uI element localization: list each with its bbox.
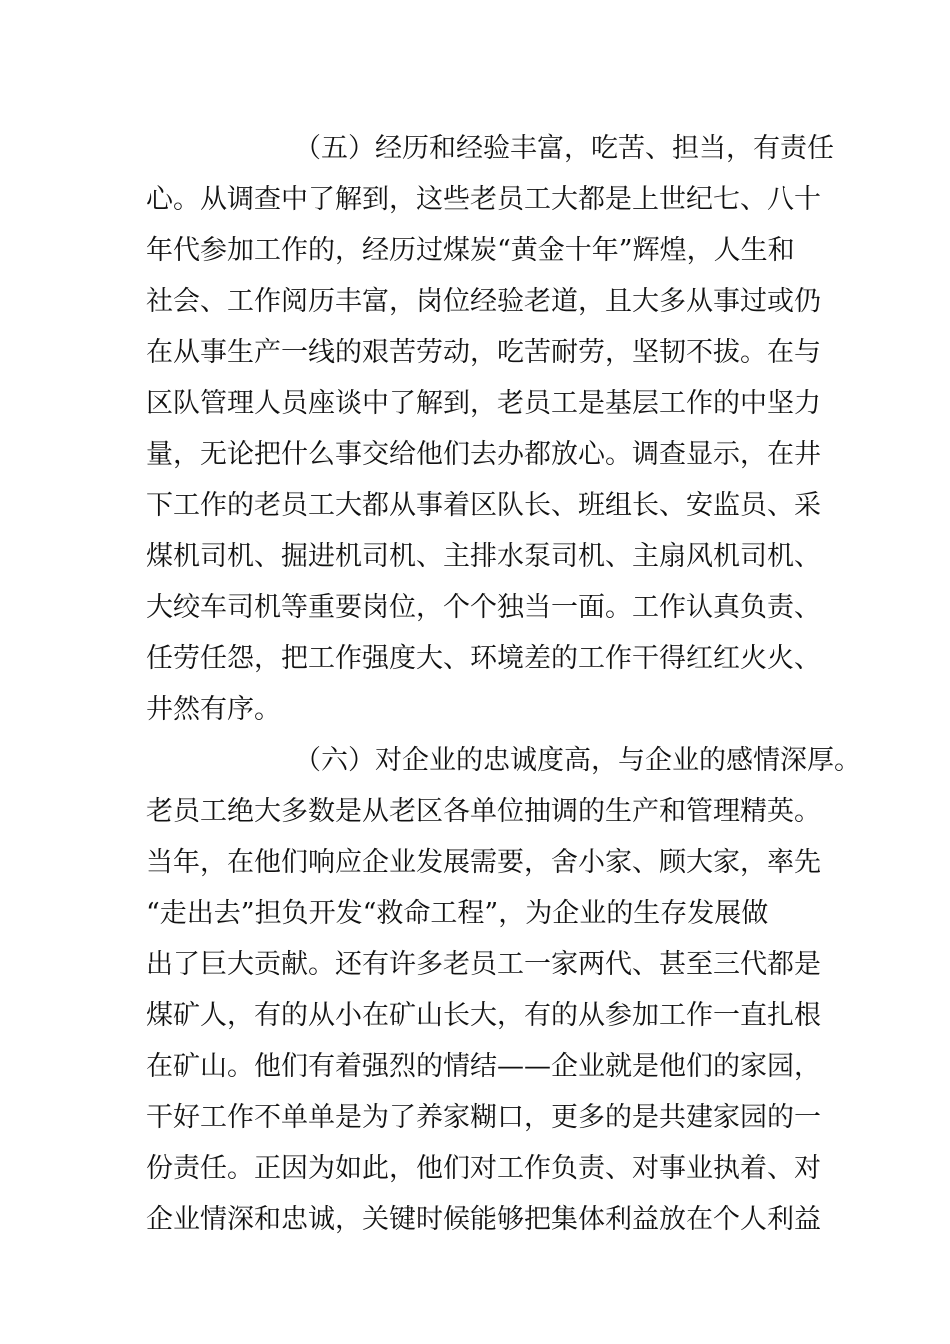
paragraph-line: 出了巨大贡献。还有许多老员工一家两代、甚至三代都是 [146,949,821,980]
paragraph-line: 社会、工作阅历丰富，岗位经验老道，且大多从事过或仍 [146,286,821,317]
paragraph-line: 煤机司机、掘进机司机、主排水泵司机、主扇风机司机、 [146,541,821,572]
paragraph-line: 在矿山。他们有着强烈的情结——企业就是他们的家园， [146,1051,821,1082]
paragraph-line: 干好工作不单单是为了养家糊口，更多的是共建家园的一 [146,1102,821,1133]
paragraph-line: 老员工绝大多数是从老区各单位抽调的生产和管理精英。 [146,796,821,827]
paragraph-line: 年代参加工作的，经历过煤炭“黄金十年”辉煌，人生和 [146,235,795,266]
paragraph-line: 企业情深和忠诚，关键时候能够把集体利益放在个人利益 [146,1204,821,1235]
paragraph-line: 心。从调查中了解到，这些老员工大都是上世纪七、八十 [146,184,821,215]
paragraph-line: 下工作的老员工大都从事着区队长、班组长、安监员、采 [146,490,821,521]
paragraph-line: “走出去”担负开发“救命工程”，为企业的生存发展做 [146,898,769,929]
paragraph-line: 井然有序。 [146,694,281,725]
paragraph-line: 煤矿人，有的从小在矿山长大，有的从参加工作一直扎根 [146,1000,821,1031]
section-heading-5: （五）经历和经验丰富，吃苦、担当，有责任 [294,133,834,164]
paragraph-line: 份责任。正因为如此，他们对工作负责、对事业执着、对 [146,1153,821,1184]
paragraph-line: 量，无论把什么事交给他们去办都放心。调查显示，在井 [146,439,821,470]
paragraph-line: 在从事生产一线的艰苦劳动，吃苦耐劳，坚韧不拔。在与 [146,337,821,368]
paragraph-line: 大绞车司机等重要岗位，个个独当一面。工作认真负责、 [146,592,821,623]
section-heading-6: （六）对企业的忠诚度高，与企业的感情深厚。 [294,745,861,776]
paragraph-line: 区队管理人员座谈中了解到，老员工是基层工作的中坚力 [146,388,821,419]
paragraph-line: 当年，在他们响应企业发展需要，舍小家、顾大家，率先 [146,847,821,878]
paragraph-line: 任劳任怨，把工作强度大、环境差的工作干得红红火火、 [146,643,821,674]
